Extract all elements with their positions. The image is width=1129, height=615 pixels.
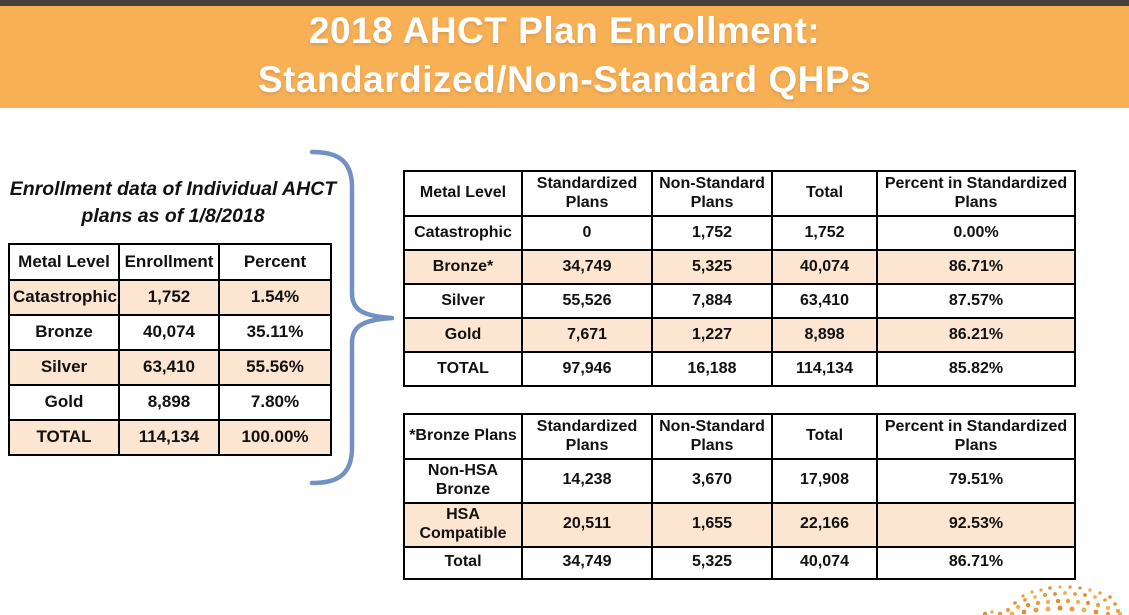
data-cell: 40,074 bbox=[119, 315, 219, 350]
table-row bbox=[404, 250, 1075, 284]
table-row bbox=[404, 547, 1075, 579]
data-cell: 55,526 bbox=[522, 284, 652, 318]
bronze-plans-breakdown-table bbox=[403, 413, 1076, 580]
caption-line2: plans as of 1/8/2018 bbox=[81, 204, 265, 227]
data-cell: 14,238 bbox=[522, 459, 652, 503]
table-row bbox=[9, 350, 331, 385]
data-cell: 85.82% bbox=[877, 352, 1075, 386]
data-cell: 17,908 bbox=[772, 459, 877, 503]
enrollment-summary-table bbox=[8, 243, 332, 456]
column-header: Percent bbox=[219, 244, 331, 280]
table-row bbox=[404, 503, 1075, 547]
row-header-cell: Bronze* bbox=[404, 250, 522, 284]
table-row bbox=[9, 385, 331, 420]
header-row bbox=[404, 171, 1075, 216]
column-header: Metal Level bbox=[9, 244, 119, 280]
data-cell: 22,166 bbox=[772, 503, 877, 547]
slide-title-line2: Standardized/Non-Standard QHPs bbox=[257, 58, 872, 100]
data-cell: 34,749 bbox=[522, 250, 652, 284]
data-cell: 63,410 bbox=[119, 350, 219, 385]
metal-level-breakdown-table bbox=[403, 170, 1076, 387]
data-cell: 1.54% bbox=[219, 280, 331, 315]
data-cell: 7,671 bbox=[522, 318, 652, 352]
table-row bbox=[9, 315, 331, 350]
data-cell: 3,670 bbox=[652, 459, 772, 503]
row-header-cell: Catastrophic bbox=[9, 280, 119, 315]
enrollment-caption bbox=[2, 176, 344, 230]
row-header-cell: HSA Compatible bbox=[404, 503, 522, 547]
row-header-cell: Silver bbox=[404, 284, 522, 318]
data-cell: 1,655 bbox=[652, 503, 772, 547]
row-header-cell: Silver bbox=[9, 350, 119, 385]
data-cell: 86.71% bbox=[877, 547, 1075, 579]
data-cell: 87.57% bbox=[877, 284, 1075, 318]
table-row bbox=[404, 216, 1075, 250]
data-cell: 86.21% bbox=[877, 318, 1075, 352]
data-cell: 40,074 bbox=[772, 547, 877, 579]
brace-connector bbox=[295, 143, 405, 493]
column-header: Standardized Plans bbox=[522, 414, 652, 459]
data-cell: 7.80% bbox=[219, 385, 331, 420]
column-header: Non-Standard Plans bbox=[652, 414, 772, 459]
data-cell: 0.00% bbox=[877, 216, 1075, 250]
column-header: Standardized Plans bbox=[522, 171, 652, 216]
row-header-cell: Non-HSA Bronze bbox=[404, 459, 522, 503]
title-banner bbox=[0, 6, 1129, 108]
data-cell: 16,188 bbox=[652, 352, 772, 386]
table-row bbox=[9, 420, 331, 455]
data-cell: 92.53% bbox=[877, 503, 1075, 547]
header-row bbox=[9, 244, 331, 280]
table-row bbox=[404, 352, 1075, 386]
row-header-cell: Gold bbox=[9, 385, 119, 420]
column-header: Total bbox=[772, 414, 877, 459]
data-cell: 114,134 bbox=[119, 420, 219, 455]
row-header-cell: Total bbox=[404, 547, 522, 579]
column-header: Enrollment bbox=[119, 244, 219, 280]
data-cell: 5,325 bbox=[652, 250, 772, 284]
column-header: Metal Level bbox=[404, 171, 522, 216]
table-row bbox=[404, 284, 1075, 318]
data-cell: 114,134 bbox=[772, 352, 877, 386]
data-cell: 1,752 bbox=[772, 216, 877, 250]
data-cell: 8,898 bbox=[772, 318, 877, 352]
data-cell: 5,325 bbox=[652, 547, 772, 579]
table-row bbox=[404, 318, 1075, 352]
data-cell: 1,752 bbox=[652, 216, 772, 250]
row-header-cell: Catastrophic bbox=[404, 216, 522, 250]
data-cell: 79.51% bbox=[877, 459, 1075, 503]
column-header: Percent in Standardized Plans bbox=[877, 171, 1075, 216]
header-row bbox=[404, 414, 1075, 459]
table-row bbox=[9, 280, 331, 315]
data-cell: 34,749 bbox=[522, 547, 652, 579]
data-cell: 97,946 bbox=[522, 352, 652, 386]
data-cell: 0 bbox=[522, 216, 652, 250]
data-cell: 40,074 bbox=[772, 250, 877, 284]
accesshealth-sunburst-logo-icon bbox=[975, 583, 1129, 615]
row-header-cell: Bronze bbox=[9, 315, 119, 350]
row-header-cell: TOTAL bbox=[404, 352, 522, 386]
row-header-cell: Gold bbox=[404, 318, 522, 352]
data-cell: 8,898 bbox=[119, 385, 219, 420]
data-cell: 1,752 bbox=[119, 280, 219, 315]
data-cell: 1,227 bbox=[652, 318, 772, 352]
data-cell: 7,884 bbox=[652, 284, 772, 318]
caption-line1: Enrollment data of Individual AHCT bbox=[9, 178, 337, 200]
data-cell: 35.11% bbox=[219, 315, 331, 350]
column-header: Total bbox=[772, 171, 877, 216]
column-header: Non-Standard Plans bbox=[652, 171, 772, 216]
column-header: *Bronze Plans bbox=[404, 414, 522, 459]
data-cell: 86.71% bbox=[877, 250, 1075, 284]
table-row bbox=[404, 459, 1075, 503]
row-header-cell: TOTAL bbox=[9, 420, 119, 455]
data-cell: 55.56% bbox=[219, 350, 331, 385]
data-cell: 20,511 bbox=[522, 503, 652, 547]
data-cell: 63,410 bbox=[772, 284, 877, 318]
data-cell: 100.00% bbox=[219, 420, 331, 455]
slide-title-line1: 2018 AHCT Plan Enrollment: bbox=[308, 10, 821, 52]
column-header: Percent in Standardized Plans bbox=[877, 414, 1075, 459]
